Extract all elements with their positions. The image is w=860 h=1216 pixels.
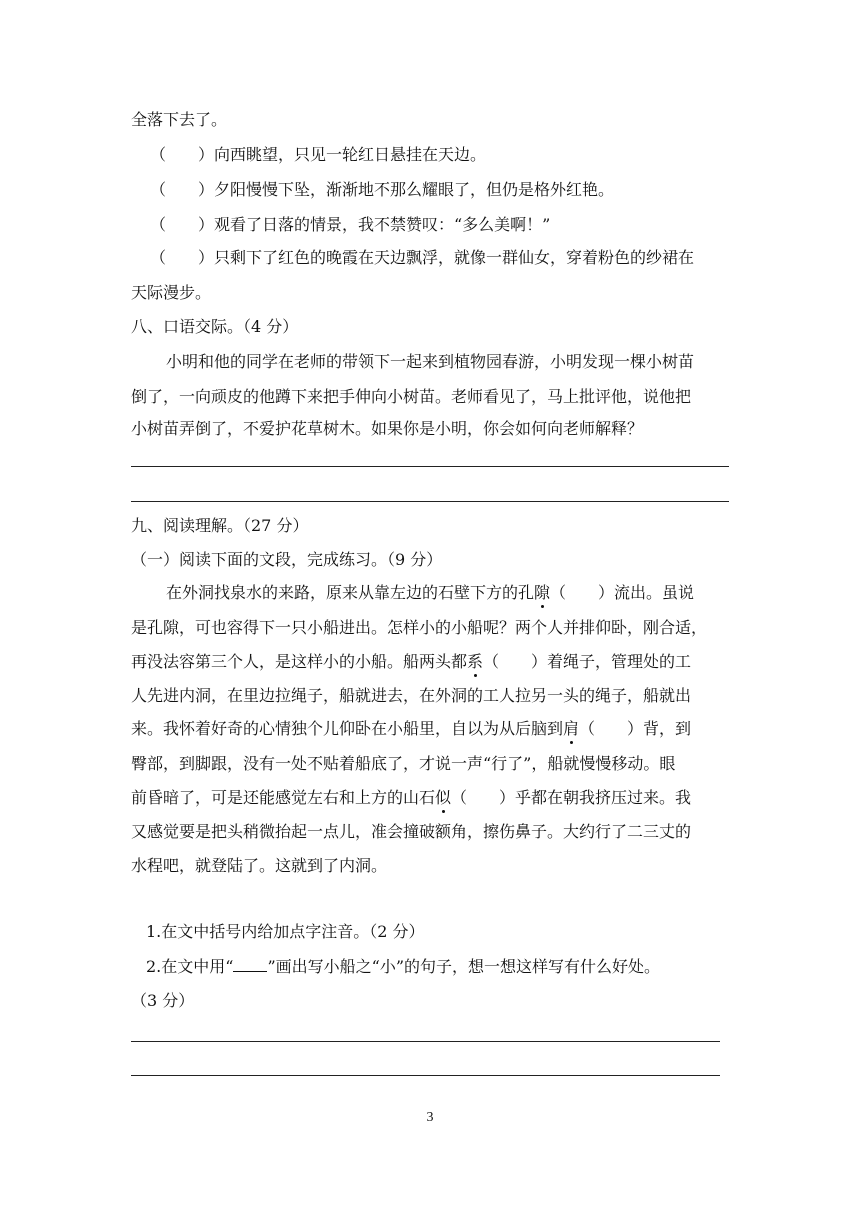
reading-text: （ ）着绳子，管理处的工 — [483, 652, 692, 671]
text-line-fragment: 全落下去了。 — [131, 110, 228, 129]
subsection-heading-9-1: （一）阅读下面的文段，完成练习。（9 分） — [131, 550, 443, 569]
reading-line-1 — [166, 583, 694, 603]
reading-line-4: 人先进内洞，在里边拉绳子，船就进去，在外洞的工人拉另一头的绳子，船就出 — [131, 686, 692, 705]
reading-text: 再没法容第三个人，是这样小的小船。船两头都 — [131, 652, 468, 671]
reading-line-2: 是孔隙，可也容得下一只小船进出。怎样小的小船呢？两个人并排仰卧，刚合适， — [131, 618, 708, 637]
reading-text: 在外洞找泉水的来路，原来从靠左边的石壁下方的孔 — [166, 583, 535, 602]
reading-line-9: 水程吧，就登陆了。这就到了内洞。 — [131, 856, 388, 875]
paragraph-8-line-1: 小明和他的同学在老师的带领下一起来到植物园春游，小明发现一棵小树苗 — [166, 352, 695, 371]
section-heading-9: 九、阅读理解。（27 分） — [131, 516, 309, 535]
answer-line-1 — [131, 466, 729, 467]
answer-line-3 — [131, 1041, 720, 1042]
page-number: 3 — [426, 1110, 434, 1125]
reading-text: （ ）乎都在朝我挤压过来。我 — [451, 788, 692, 807]
reading-text: 来。我怀着好奇的心情独个儿仰卧在小船里，自以为从后脑到 — [131, 719, 564, 738]
dotted-char: 似 — [435, 788, 452, 807]
ordering-item-4-cont: 天际漫步。 — [131, 283, 212, 302]
paragraph-8-line-3: 小树苗弄倒了，不爱护花草树木。如果你是小明，你会如何向老师解释？ — [131, 419, 644, 438]
question-2 — [146, 957, 660, 977]
answer-line-2 — [131, 501, 729, 502]
reading-line-6: 臀部，到脚跟，没有一处不贴着船底了，才说一声“行了”，船就慢慢移动。眼 — [131, 754, 676, 773]
section-heading-8: 八、口语交际。（4 分） — [131, 317, 299, 336]
question-1: 1.在文中括号内给加点字注音。（2 分） — [146, 922, 425, 941]
reading-text: （ ）流出。虽说 — [550, 583, 695, 602]
dotted-char: 肩 — [563, 719, 580, 738]
paragraph-8-line-2: 倒了，一向顽皮的他蹲下来把手伸向小树苗。老师看见了，马上批评他，说他把 — [131, 387, 692, 406]
reading-text: （ ）背，到 — [579, 719, 692, 738]
ordering-item-2: （ ）夕阳慢慢下坠，渐渐地不那么耀眼了，但仍是格外红艳。 — [150, 180, 615, 199]
ordering-item-1: （ ）向西眺望，只见一轮红日悬挂在天边。 — [150, 145, 487, 164]
ordering-item-3: （ ）观看了日落的情景，我不禁赞叹：“多么美啊！” — [150, 215, 551, 234]
ordering-item-4: （ ）只剩下了红色的晚霞在天边飘浮，就像一群仙女，穿着粉色的纱裙在 — [150, 248, 695, 267]
dotted-char: 系 — [467, 652, 484, 671]
reading-line-7 — [131, 788, 691, 808]
question-text: ”画出写小船之“小”的句子，想一想这样写有什么好处。 — [267, 957, 660, 976]
reading-line-3 — [131, 652, 691, 672]
question-2-score: （3 分） — [131, 991, 195, 1010]
underline-blank — [233, 957, 267, 972]
dotted-char: 隙 — [534, 583, 551, 602]
answer-line-4 — [131, 1075, 720, 1076]
question-text: 2.在文中用“ — [146, 957, 234, 976]
reading-text: 前昏暗了，可是还能感觉左右和上方的山石 — [131, 788, 436, 807]
reading-line-5 — [131, 719, 691, 739]
reading-line-8: 又感觉要是把头稍微抬起一点儿，准会撞破额角，擦伤鼻子。大约行了二三丈的 — [131, 822, 692, 841]
